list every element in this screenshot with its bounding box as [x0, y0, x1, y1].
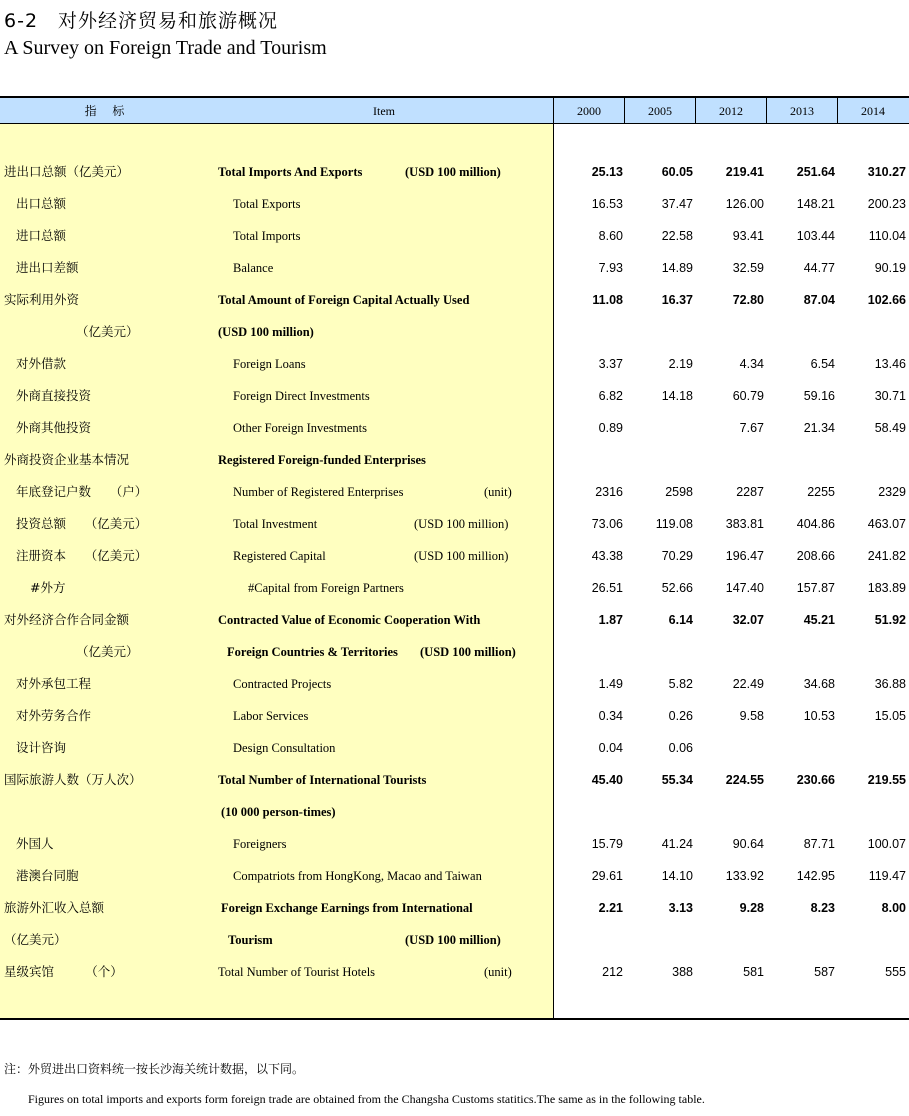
row-label-cn: （亿美元）	[4, 932, 67, 947]
row-label-cn: 星级宾馆 （个）	[4, 964, 123, 979]
value-cell: 51.92	[874, 613, 906, 627]
row-unit-en: (unit)	[484, 965, 512, 979]
value-cell: 13.46	[874, 357, 906, 371]
value-cell	[838, 924, 906, 956]
value-cell: 34.68	[803, 677, 835, 691]
row-label-cn: 出口总额	[16, 196, 67, 211]
row-label-cn: 投资总额 （亿美元）	[16, 516, 148, 531]
table-row	[0, 764, 909, 796]
header-item: Item	[373, 104, 395, 118]
value-cell	[555, 636, 623, 668]
value-cell: 404.86	[796, 517, 835, 531]
value-cell: 58.49	[874, 421, 906, 435]
row-unit-en: (USD 100 million)	[414, 517, 509, 531]
value-cell: 5.82	[668, 677, 693, 691]
value-cell: 7.67	[739, 421, 764, 435]
value-cell: 126.00	[725, 197, 764, 211]
row-label-cn: 港澳台同胞	[16, 868, 79, 883]
value-cell: 26.51	[591, 581, 623, 595]
table-row	[0, 700, 909, 732]
row-label-en: Total Exports	[233, 197, 301, 211]
footnote-en: Figures on total imports and exports form foreign trade are obtained from the Changsha Customs statitics.The same as in the following table.	[28, 1092, 705, 1106]
value-cell	[767, 444, 835, 476]
value-cell: 60.05	[661, 165, 693, 179]
value-cell: 310.27	[867, 165, 906, 179]
table-row	[0, 220, 909, 252]
table-row	[0, 796, 909, 828]
header-divider	[624, 96, 625, 124]
table-row	[0, 444, 909, 476]
row-label-en: Foreigners	[233, 837, 287, 851]
value-cell: 219.55	[867, 773, 906, 787]
row-label-en: Labor Services	[233, 709, 309, 723]
value-cell	[767, 796, 835, 828]
value-cell	[838, 444, 906, 476]
value-cell: 43.38	[591, 549, 623, 563]
value-cell	[625, 636, 693, 668]
table-row	[0, 476, 909, 508]
row-label-cn: 外国人	[16, 836, 54, 851]
header-divider	[837, 96, 838, 124]
row-label-en: Contracted Value of Economic Cooperation With	[218, 613, 481, 627]
value-cell: 463.07	[867, 517, 906, 531]
value-cell: 142.95	[796, 869, 835, 883]
row-label-en: (10 000 person-times)	[221, 805, 336, 819]
value-cell: 102.66	[867, 293, 906, 307]
value-cell: 11.08	[592, 293, 623, 307]
footnote-cn: 注：外贸进出口资料统一按长沙海关统计数据，以下同。	[4, 1062, 305, 1076]
row-label-en: (USD 100 million)	[218, 325, 314, 339]
value-cell: 0.89	[598, 421, 623, 435]
page-title-cn: 6-2 对外经济贸易和旅游概况	[4, 10, 279, 32]
row-label-cn: 对外劳务合作	[16, 708, 92, 723]
header-indicator: 指 标	[84, 104, 131, 118]
value-cell: 32.59	[732, 261, 764, 275]
row-label-cn: 进出口总额（亿美元）	[4, 164, 130, 179]
value-cell: 55.34	[661, 773, 693, 787]
value-cell: 32.07	[732, 613, 764, 627]
value-cell: 1.49	[598, 677, 623, 691]
row-label-en: Total Amount of Foreign Capital Actually Used	[218, 293, 470, 307]
value-cell	[838, 732, 906, 764]
value-cell: 2287	[736, 485, 764, 499]
value-cell: 15.79	[591, 837, 623, 851]
table-row	[0, 252, 909, 284]
row-label-en: Registered Capital	[233, 549, 326, 563]
value-cell: 14.18	[661, 389, 693, 403]
header-divider	[766, 96, 767, 124]
value-cell: 133.92	[725, 869, 764, 883]
value-cell: 10.53	[803, 709, 835, 723]
table-row	[0, 572, 909, 604]
value-cell	[625, 316, 693, 348]
value-cell	[838, 636, 906, 668]
value-cell: 0.34	[598, 709, 623, 723]
value-cell: 9.58	[739, 709, 764, 723]
value-cell	[838, 316, 906, 348]
row-label-en: Total Imports And Exports	[218, 165, 363, 179]
row-label-cn: 设计咨询	[16, 740, 67, 755]
row-label-en: Total Number of Tourist Hotels	[218, 965, 376, 979]
row-label-cn: （亿美元）	[76, 644, 139, 659]
value-cell: 388	[672, 965, 693, 979]
value-cell: 587	[814, 965, 835, 979]
value-cell: 45.40	[591, 773, 623, 787]
table-row	[0, 540, 909, 572]
table-header	[0, 96, 909, 124]
value-cell: 208.66	[796, 549, 835, 563]
row-label-en: Foreign Loans	[233, 357, 306, 371]
page-title-en: A Survey on Foreign Trade and Tourism	[4, 37, 327, 59]
header-year-2005: 2005	[648, 104, 672, 118]
row-unit-en: (unit)	[484, 485, 512, 499]
row-label-cn: （亿美元）	[76, 324, 139, 339]
value-cell	[555, 796, 623, 828]
value-cell: 87.71	[803, 837, 835, 851]
value-cell: 59.16	[803, 389, 835, 403]
table-row	[0, 924, 909, 956]
value-cell: 73.06	[591, 517, 623, 531]
header-year-2012: 2012	[719, 104, 743, 118]
row-label-en: Contracted Projects	[233, 677, 332, 691]
value-cell: 2316	[595, 485, 623, 499]
row-label-en: Compatriots from HongKong, Macao and Taiwan	[233, 869, 482, 883]
value-cell: 41.24	[661, 837, 693, 851]
row-label-cn	[4, 796, 214, 828]
value-cell: 90.64	[732, 837, 764, 851]
value-cell: 8.23	[810, 901, 835, 915]
table-row	[0, 508, 909, 540]
value-cell: 555	[885, 965, 906, 979]
value-cell: 6.14	[668, 613, 693, 627]
row-label-en: Foreign Exchange Earnings from International	[221, 901, 473, 915]
value-cell: 2255	[807, 485, 835, 499]
value-cell: 119.47	[868, 869, 906, 883]
value-cell: 3.37	[598, 357, 623, 371]
value-cell: 581	[743, 965, 764, 979]
table-row	[0, 380, 909, 412]
value-cell: 110.04	[868, 229, 906, 243]
value-cell: 22.49	[732, 677, 764, 691]
table-row	[0, 348, 909, 380]
value-cell	[625, 444, 693, 476]
value-cell: 8.60	[598, 229, 623, 243]
value-cell: 2329	[878, 485, 906, 499]
header-year-2013: 2013	[790, 104, 814, 118]
value-cell	[696, 444, 764, 476]
value-cell: 52.66	[661, 581, 693, 595]
row-label-cn: 国际旅游人数（万人次）	[4, 772, 142, 787]
table-row	[0, 156, 909, 188]
value-cell: 30.71	[874, 389, 906, 403]
value-cell: 196.47	[725, 549, 764, 563]
value-cell: 200.23	[867, 197, 906, 211]
table-row	[0, 956, 909, 988]
header-divider	[695, 96, 696, 124]
value-cell	[767, 636, 835, 668]
value-cell: 37.47	[661, 197, 693, 211]
value-cell: 6.82	[598, 389, 623, 403]
row-label-en: Registered Foreign-funded Enterprises	[218, 453, 426, 467]
value-cell: 2.19	[668, 357, 693, 371]
row-unit-en: (USD 100 million)	[405, 165, 501, 179]
value-cell: 230.66	[796, 773, 835, 787]
row-label-cn: 外商其他投资	[16, 420, 92, 435]
value-cell	[696, 732, 764, 764]
value-cell: 15.05	[874, 709, 906, 723]
row-label-cn: 对外承包工程	[16, 676, 92, 691]
value-cell: 4.34	[739, 357, 764, 371]
value-cell	[767, 316, 835, 348]
row-label-en: Foreign Countries & Territories	[227, 645, 398, 659]
value-cell: 212	[602, 965, 623, 979]
row-label-cn: 外商直接投资	[16, 388, 92, 403]
table-row	[0, 636, 909, 668]
row-label-cn: 外商投资企业基本情况	[4, 452, 130, 467]
table-bottom-rule	[0, 1018, 909, 1020]
data-table	[0, 96, 909, 1020]
row-label-en: Balance	[233, 261, 274, 275]
value-cell: 2.21	[598, 901, 623, 915]
row-label-en: #Capital from Foreign Partners	[248, 581, 404, 595]
value-cell: 8.00	[881, 901, 906, 915]
header-year-2014: 2014	[861, 104, 885, 118]
value-cell: 87.04	[803, 293, 835, 307]
value-cell: 60.79	[732, 389, 764, 403]
value-cell: 70.29	[661, 549, 693, 563]
table-row	[0, 604, 909, 636]
value-cell	[625, 924, 693, 956]
value-cell: 103.44	[796, 229, 835, 243]
table-row	[0, 860, 909, 892]
value-cell: 1.87	[598, 613, 623, 627]
value-cell: 25.13	[591, 165, 623, 179]
table-row	[0, 732, 909, 764]
value-cell: 21.34	[803, 421, 835, 435]
value-cell: 44.77	[803, 261, 835, 275]
row-label-cn: 对外借款	[16, 356, 67, 371]
row-label-cn: 年底登记户数 （户）	[16, 484, 148, 499]
value-cell: 2598	[665, 485, 693, 499]
row-unit-en: (USD 100 million)	[420, 645, 516, 659]
value-cell: 148.21	[796, 197, 835, 211]
row-label-en: Other Foreign Investments	[233, 421, 368, 435]
value-cell: 16.37	[661, 293, 693, 307]
row-label-cn: #外方	[30, 580, 66, 595]
value-cell: 147.40	[725, 581, 764, 595]
value-cell: 45.21	[803, 613, 835, 627]
header-year-2000: 2000	[577, 104, 601, 118]
value-cell: 0.26	[668, 709, 693, 723]
value-cell: 383.81	[725, 517, 764, 531]
table-row	[0, 892, 909, 924]
row-unit-en: (USD 100 million)	[405, 933, 501, 947]
table-row	[0, 284, 909, 316]
value-cell: 241.82	[867, 549, 906, 563]
row-unit-en: (USD 100 million)	[414, 549, 509, 563]
value-cell: 29.61	[591, 869, 623, 883]
row-label-cn: 对外经济合作合同金额	[4, 612, 130, 627]
value-cell: 93.41	[732, 229, 764, 243]
row-label-en: Total Number of International Tourists	[218, 773, 427, 787]
row-label-cn: 旅游外汇收入总额	[4, 900, 105, 915]
row-label-cn: 进出口差额	[16, 260, 79, 275]
value-cell: 0.04	[598, 741, 623, 755]
table-row	[0, 828, 909, 860]
value-cell: 6.54	[810, 357, 835, 371]
value-cell	[555, 924, 623, 956]
table-row	[0, 316, 909, 348]
value-cell: 9.28	[739, 901, 764, 915]
row-label-cn: 进口总额	[16, 228, 67, 243]
value-cell: 251.64	[796, 165, 835, 179]
value-cell: 3.13	[668, 901, 693, 915]
row-label-en: Foreign Direct Investments	[233, 389, 370, 403]
value-cell: 224.55	[725, 773, 764, 787]
value-cell	[696, 924, 764, 956]
value-cell: 14.89	[661, 261, 693, 275]
value-cell: 14.10	[661, 869, 693, 883]
row-label-en: Design Consultation	[233, 741, 336, 755]
value-cell	[625, 796, 693, 828]
value-cell: 90.19	[874, 261, 906, 275]
value-cell	[767, 732, 835, 764]
value-cell	[838, 796, 906, 828]
value-cell: 16.53	[591, 197, 623, 211]
row-label-en: Tourism	[228, 933, 273, 947]
table-row	[0, 188, 909, 220]
value-cell: 183.89	[867, 581, 906, 595]
table-row	[0, 668, 909, 700]
value-cell	[555, 316, 623, 348]
value-cell: 119.08	[655, 517, 693, 531]
row-label-en: Total Imports	[233, 229, 301, 243]
row-label-cn: 注册资本 （亿美元）	[16, 548, 148, 563]
value-cell	[696, 636, 764, 668]
value-cell: 157.87	[796, 581, 835, 595]
row-label-en: Total Investment	[233, 517, 318, 531]
value-cell	[696, 316, 764, 348]
value-cell: 100.07	[867, 837, 906, 851]
value-cell: 0.06	[668, 741, 693, 755]
value-cell: 72.80	[732, 293, 764, 307]
value-cell: 7.93	[598, 261, 623, 275]
value-cell	[555, 444, 623, 476]
table-row	[0, 412, 909, 444]
row-label-cn: 实际利用外资	[4, 292, 80, 307]
value-cell: 36.88	[874, 677, 906, 691]
value-cell	[625, 412, 693, 444]
value-cell: 219.41	[725, 165, 764, 179]
row-label-en: Number of Registered Enterprises	[233, 485, 404, 499]
value-cell	[696, 796, 764, 828]
value-cell	[767, 924, 835, 956]
value-cell: 22.58	[661, 229, 693, 243]
